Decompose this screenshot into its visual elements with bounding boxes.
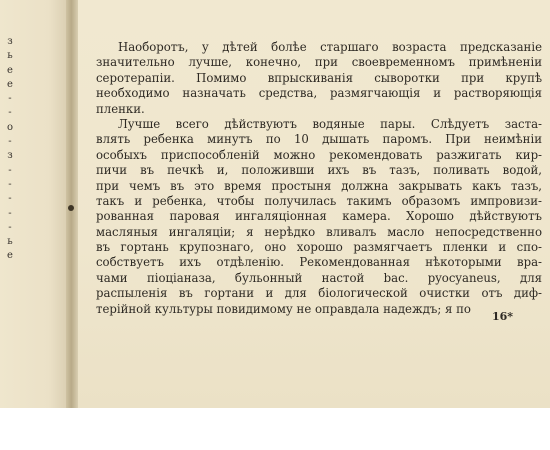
text-line: рованная паровая ингаляціонная камера. Хорошо дѣйствуютъ	[96, 209, 542, 224]
text-line: Наоборотъ, у дѣтей болѣе старшаго возраста предсказаніе	[118, 40, 542, 54]
table-surface	[0, 408, 550, 450]
text-line: значительно лучше, конечно, при своевременномъ примѣненіи	[96, 55, 542, 70]
text-line: такъ и ребенка, чтобы получилась такимъ образомъ импровизи-	[96, 193, 542, 208]
margin-letter: з	[7, 150, 13, 162]
paragraph-serotherapy	[96, 40, 542, 117]
text-line: терійной культуры повидимому не оправдала надеждъ; я по	[96, 301, 471, 316]
text-line: при чемъ въ это время простыня должна закрывать какъ тазъ,	[96, 178, 542, 193]
margin-letter: -	[8, 193, 12, 205]
text-line: пленки.	[96, 101, 145, 116]
text-line: распыленія въ гортани и для біологической очистки отъ диф-	[96, 286, 542, 301]
margin-letter: ь	[7, 236, 13, 248]
text-line: влять ребенка минутъ по 10 дышать паромъ. При неимѣніи	[96, 132, 542, 147]
margin-letter: -	[8, 207, 12, 219]
margin-letter: -	[8, 136, 12, 148]
text-line: серотерапіи. Помимо впрыскиванія сыворотки при крупѣ	[96, 70, 542, 85]
text-line: особыхъ приспособленій можно рекомендовать разжигать кир-	[96, 147, 542, 162]
binding-thread	[68, 205, 74, 211]
text-line: Лучше всего дѣйствуютъ водяные пары. Слѣдуетъ заста-	[118, 116, 542, 131]
margin-letter: е	[7, 250, 13, 262]
text-line: пичи въ печкѣ и, положивши ихъ въ тазъ, поливать водой,	[96, 163, 542, 178]
margin-letter: о	[6, 121, 14, 133]
text-line: въ гортань крупознаго, оно хорошо размягчаетъ пленки и спо-	[96, 240, 542, 255]
page-number: 16*	[492, 310, 514, 323]
text-line: чами пiоцiаназа, бульонный настой bac. pyocyaneus, для	[96, 270, 542, 285]
text-line: необходимо назначать средства, размягчающія и растворяющія	[96, 86, 542, 101]
margin-letter: -	[8, 178, 12, 190]
paragraph-steam-inhalation	[96, 117, 542, 317]
margin-letter: е	[7, 78, 13, 90]
margin-letter: -	[8, 93, 12, 105]
text-line: масляныя ингаляціи; я нерѣдко вливалъ масло непосредственно	[96, 224, 542, 239]
margin-letter: -	[8, 164, 12, 176]
book-gutter	[66, 0, 78, 408]
margin-letter: -	[8, 107, 12, 119]
margin-letter: ь	[7, 50, 13, 62]
margin-letter: з	[7, 36, 13, 47]
margin-letter: -	[8, 221, 12, 233]
left-page	[0, 0, 70, 408]
margin-letter: е	[7, 64, 13, 76]
page-text	[96, 40, 542, 317]
left-page-margin-letters	[3, 35, 17, 264]
text-line: собствуетъ ихъ отдѣленію. Рекомендованная нѣкоторыми вра-	[96, 255, 542, 270]
